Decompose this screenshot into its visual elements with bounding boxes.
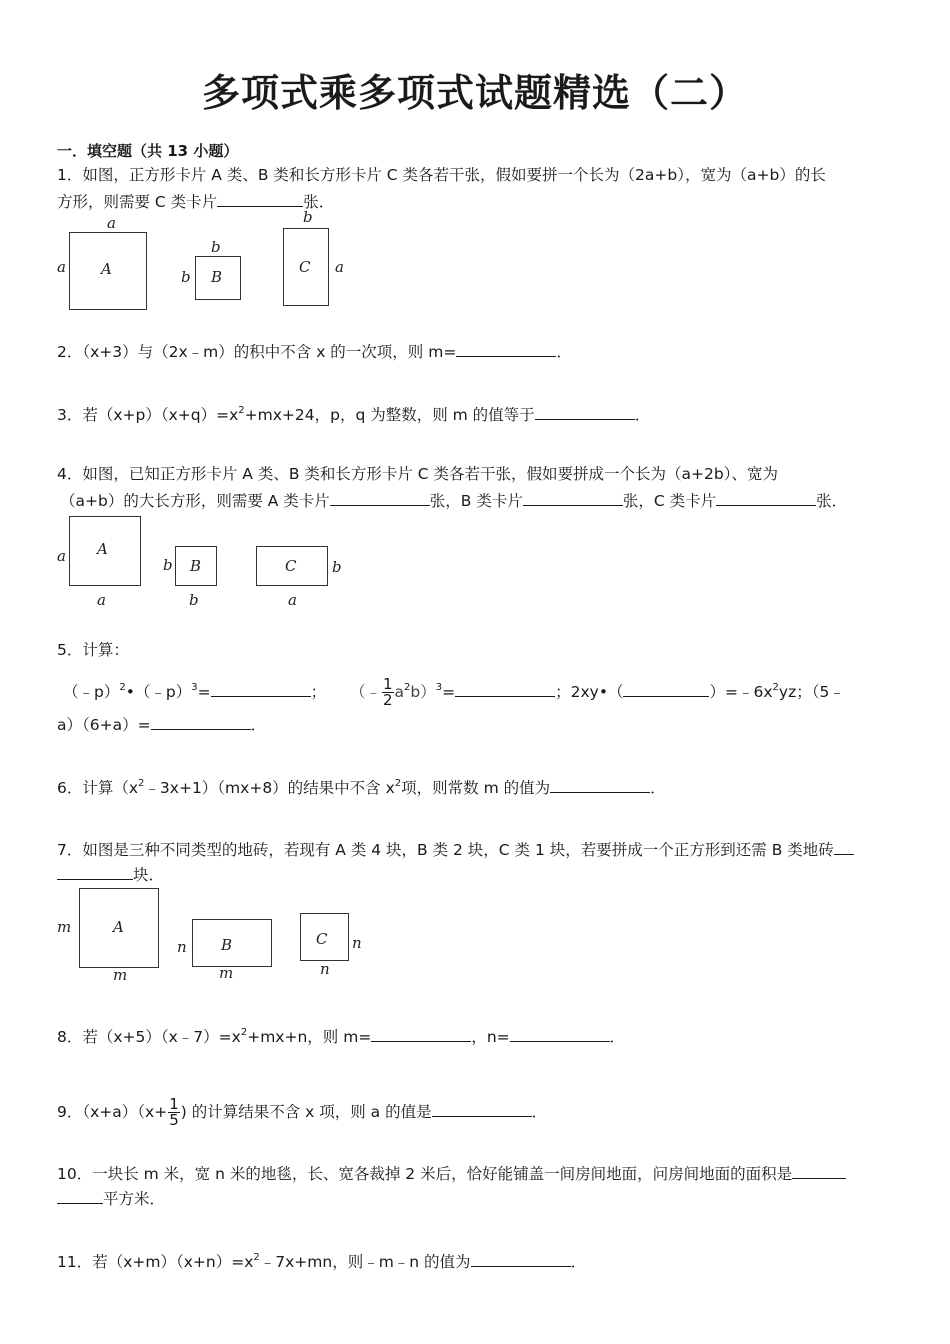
q7-card-a-label: A — [113, 918, 124, 936]
q7-answer-blank-start[interactable] — [834, 838, 854, 855]
q8-line — [57, 1025, 625, 1047]
q4-blank-c[interactable] — [716, 489, 816, 506]
q4-text-b: 张，B 类卡片 — [429, 492, 523, 510]
q4-text-d: 张． — [816, 492, 848, 510]
q1-label-b-top: b — [211, 238, 221, 256]
q5-eq1: = — [197, 683, 211, 701]
q7-card-b-label: B — [221, 936, 233, 954]
q5-frac-den: 2 — [382, 691, 393, 709]
q3-line — [57, 403, 650, 425]
q4-card-b-label: B — [190, 557, 202, 575]
q5-sep1: ； — [310, 683, 327, 701]
q1-text: 方形，则需要 C 类卡片 — [57, 193, 218, 211]
card-b-label: B — [211, 268, 223, 286]
q4-label-b-left: b — [163, 556, 173, 574]
q10-text: 10．一块长 m 米，宽 n 米的地毯，长、宽各裁掉 2 米后，恰好能铺盖一间房间地面，问房间地面的面积是 — [57, 1165, 793, 1183]
q7-label-b-bottom: m — [219, 964, 234, 982]
q7-text-end: 块． — [133, 866, 165, 884]
q4-line2 — [60, 489, 847, 511]
q5-label: 5．计算： — [57, 641, 129, 659]
q7-label-c-right: n — [352, 934, 362, 952]
q5-blank-3[interactable] — [623, 680, 709, 697]
q11-text-a: 11．若（x+m）（x+n）=x — [57, 1253, 254, 1271]
q4-text-c: 张，C 类卡片 — [622, 492, 717, 510]
q7-label-b-left: n — [177, 938, 187, 956]
q6-sup2: 2 — [394, 778, 402, 789]
q4-card-c-label: C — [285, 557, 297, 575]
q5-frac-num: 1 — [382, 675, 393, 693]
q3-sup: 2 — [238, 405, 245, 416]
q5-expr1: （﹣p） — [63, 683, 120, 701]
q11-text-c: ． — [570, 1253, 587, 1271]
q10-text-end: 平方米． — [103, 1190, 166, 1208]
q5-frac-sup2: 3 — [435, 682, 443, 693]
q5-frac-sup: 2 — [404, 682, 411, 693]
q7-text: 7．如图是三种不同类型的地砖，若现有 A 类 4 块，B 类 2 块，C 类 1 块，若要拼成一个正方形到还需 B 类地砖 — [57, 841, 834, 859]
card-c-label: C — [299, 258, 311, 276]
q6-text-c: 项，则常数 m 的值为 — [401, 779, 551, 797]
q7-line2 — [57, 863, 164, 885]
q5-blank-4[interactable] — [151, 713, 251, 730]
q9-line — [57, 1097, 547, 1128]
q4-line1: 4．如图，已知正方形卡片 A 类、B 类和长方形卡片 C 类各若干张，假如要拼成一个长为（a+2b）、宽为 — [57, 465, 778, 483]
q5-expr6: a）（6+a）= — [57, 716, 151, 734]
q8-blank-m[interactable] — [371, 1025, 471, 1042]
q5-expr3: ；2xy•（ — [555, 683, 624, 701]
q9-frac-num: 1 — [169, 1095, 179, 1113]
q3-text: 3．若（x+p）（x+q）=x — [57, 406, 239, 424]
q9-text-c: ． — [531, 1103, 548, 1121]
q8-text-a: 8．若（x+5）（x﹣7）=x — [57, 1028, 241, 1046]
q1-label-c-top: b — [303, 208, 313, 226]
q7-figure — [55, 884, 375, 984]
q10-line1 — [57, 1162, 846, 1184]
q2-text: 2．（x+3）与（2x﹣m）的积中不含 x 的一次项，则 m= — [57, 343, 457, 361]
q4-figure — [55, 512, 355, 612]
q6-text-a: 6．计算（x — [57, 779, 139, 797]
q3-text-mid: +mx+24，p，q 为整数，则 m 的值等于 — [244, 406, 535, 424]
q1-figure — [55, 208, 365, 312]
q1-line1: 1．如图，正方形卡片 A 类、B 类和长方形卡片 C 类各若干张，假如要拼一个长为（2a+b），宽为（a+b）的长 — [57, 166, 826, 184]
q9-text-b: ) 的计算结果不含 x 项，则 a 的值是 — [180, 1103, 432, 1121]
q4-label-c-bottom: a — [288, 591, 297, 609]
q5-blank-2[interactable] — [455, 680, 555, 697]
q11-sup: 2 — [253, 1252, 260, 1263]
q9-answer-blank[interactable] — [432, 1100, 532, 1117]
q5-sup2: 3 — [191, 682, 198, 693]
q1-answer-blank[interactable] — [217, 190, 303, 207]
q1-label-a-top: a — [107, 214, 116, 232]
page-title: 多项式乘多项式试题精选（二） — [201, 71, 748, 115]
q6-answer-blank[interactable] — [550, 776, 650, 793]
q5-blank-1[interactable] — [211, 680, 311, 697]
q4-label-a-bottom: a — [97, 591, 106, 609]
q4-label-a-left: a — [57, 547, 66, 565]
q5-expr5: yz；（5﹣ — [778, 683, 845, 701]
card-a-label: A — [101, 260, 112, 278]
q11-answer-blank[interactable] — [471, 1250, 571, 1267]
q11-text-b: ﹣7x+mn，则﹣m﹣n 的值为 — [259, 1253, 471, 1271]
q4-card-a-label: A — [97, 540, 108, 558]
q8-text-b: +mx+n，则 m= — [247, 1028, 372, 1046]
q7-card-c-label: C — [316, 930, 328, 948]
q10-answer-blank[interactable] — [57, 1187, 103, 1204]
q1-label-a-left: a — [57, 258, 66, 276]
q10-answer-blank-start[interactable] — [792, 1162, 846, 1179]
q5-frac-b: b） — [410, 683, 436, 701]
q7-line1 — [57, 838, 854, 860]
q9-text-a: 9．（x+a）（x+ — [57, 1103, 168, 1121]
q5-eq2: = — [442, 683, 456, 701]
q11-line — [57, 1250, 586, 1272]
q7-label-a-bottom: m — [113, 966, 128, 984]
q6-sup1: 2 — [138, 778, 145, 789]
q7-label-c-bottom: n — [320, 960, 330, 978]
q5-sup1: 2 — [119, 682, 126, 693]
q3-answer-blank[interactable] — [535, 403, 635, 420]
q8-text-d: ． — [609, 1028, 626, 1046]
q5-line1 — [63, 677, 845, 708]
q7-label-a-left: m — [57, 918, 72, 936]
q5-end: ． — [250, 716, 267, 734]
q4-label-b-bottom: b — [189, 591, 199, 609]
q4-text-a: （a+b）的大长方形，则需要 A 类卡片 — [60, 492, 330, 510]
q8-sup: 2 — [240, 1027, 248, 1038]
q9-fraction — [168, 1097, 180, 1128]
q5-fraction — [382, 677, 394, 708]
q3-text-end: ． — [634, 406, 651, 424]
q2-text-end: ． — [556, 343, 572, 361]
q6-text-d: ． — [650, 779, 666, 797]
q5-line2 — [57, 713, 266, 735]
q1-label-b-left: b — [181, 268, 191, 286]
q9-frac-den: 5 — [169, 1111, 179, 1129]
q8-blank-n[interactable] — [510, 1025, 610, 1042]
q2-answer-blank[interactable] — [456, 340, 556, 357]
q5-frac-pre: （﹣ — [349, 683, 381, 701]
q5-sup3: 2 — [772, 682, 779, 693]
q4-blank-a[interactable] — [330, 489, 430, 506]
q4-label-c-right: b — [332, 558, 342, 576]
q1-text-end: 张． — [303, 193, 335, 211]
q5-expr2: •（﹣p） — [125, 683, 192, 701]
q6-text-b: ﹣3x+1）（mx+8）的结果中不含 x — [144, 779, 395, 797]
q1-label-c-right: a — [335, 258, 344, 276]
q4-blank-b[interactable] — [523, 489, 623, 506]
q6-line — [57, 776, 666, 798]
q5-expr4: ）=﹣6x — [709, 683, 773, 701]
q8-text-c: ，n= — [471, 1028, 510, 1046]
q10-line2 — [57, 1187, 165, 1209]
q2-line — [57, 340, 572, 362]
q5-frac-a: a — [394, 683, 405, 701]
q7-answer-blank[interactable] — [57, 863, 133, 880]
q1-line2 — [57, 190, 334, 212]
section-heading: 一．填空题（共 13 小题） — [57, 142, 239, 160]
